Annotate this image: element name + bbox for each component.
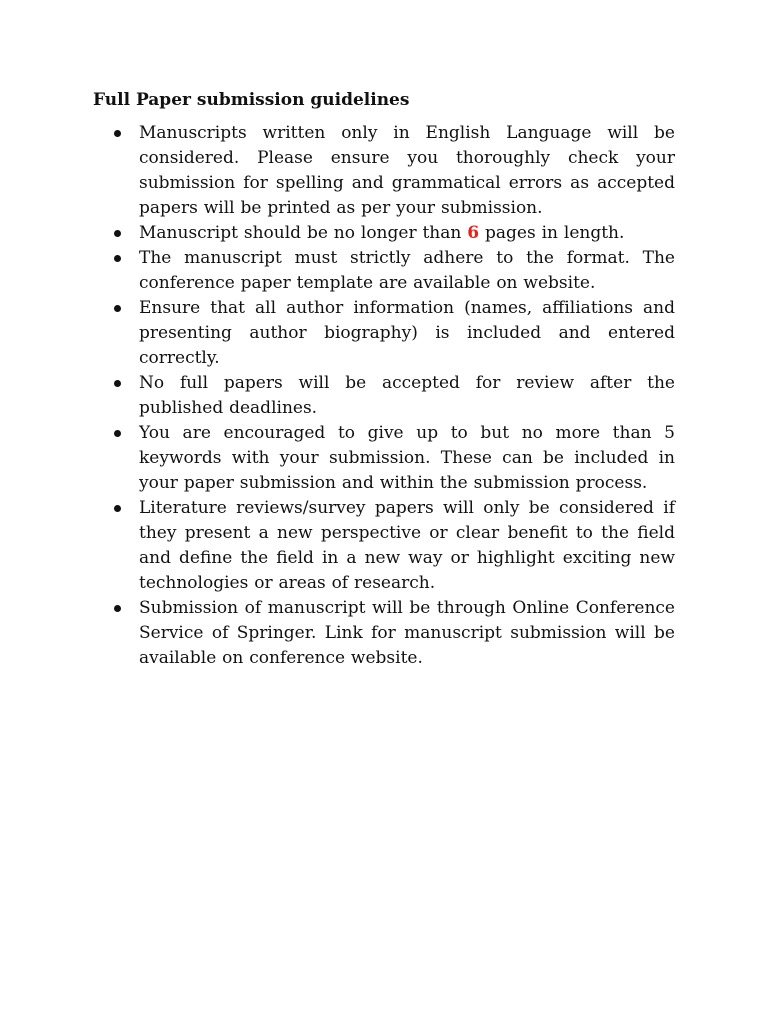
- bullet-icon: [114, 255, 121, 262]
- list-item: [93, 221, 675, 246]
- bullet-icon: [114, 130, 121, 137]
- guideline-text: No full papers will be accepted for review after the published deadlines.: [139, 373, 675, 418]
- bullet-icon: [114, 430, 121, 437]
- list-item: [93, 371, 675, 421]
- bullet-icon: [114, 305, 121, 312]
- list-item: [93, 421, 675, 496]
- list-item: [93, 121, 675, 221]
- guideline-text: Submission of manuscript will be through Online Conference Service of Springer. Link for manuscript submission will be available on conference website.: [139, 598, 675, 668]
- guideline-text: Ensure that all author information (names, affiliations and presenting author biography) is included and entered correctly.: [139, 298, 675, 368]
- list-item: [93, 246, 675, 296]
- bullet-icon: [114, 230, 121, 237]
- guideline-text: You are encouraged to give up to but no more than 5 keywords with your submission. These can be included in your paper submission and within the submission process.: [139, 423, 675, 493]
- guidelines-list: [93, 121, 675, 671]
- bullet-icon: [114, 380, 121, 387]
- list-item: [93, 296, 675, 371]
- guideline-text: Manuscripts written only in English Language will be considered. Please ensure you thoroughly check your submission for spelling and grammatical errors as accepted papers will be printed as per your submission.: [139, 123, 675, 218]
- guideline-text-before: Manuscript should be no longer than: [139, 223, 468, 243]
- list-item: [93, 496, 675, 596]
- guideline-text-after: pages in length.: [479, 223, 625, 243]
- page-limit-number: 6: [467, 223, 480, 243]
- guideline-text: The manuscript must strictly adhere to the format. The conference paper template are available on website.: [139, 248, 675, 293]
- bullet-icon: [114, 605, 121, 612]
- list-item: [93, 596, 675, 671]
- page-title: Full Paper submission guidelines: [93, 90, 410, 110]
- guideline-text: Literature reviews/survey papers will only be considered if they present a new perspective or clear benefit to the field and define the field in a new way or highlight exciting new technologies or areas of research.: [139, 498, 675, 593]
- bullet-icon: [114, 505, 121, 512]
